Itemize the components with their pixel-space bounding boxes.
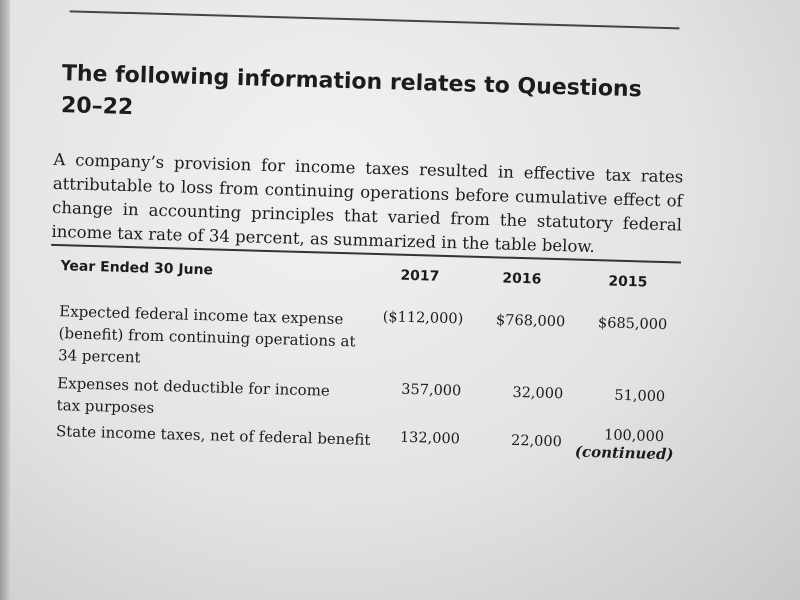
- section-title: The following information relates to Questions 20–22: [60, 61, 643, 121]
- table-header-year-2016: 2016: [502, 270, 542, 288]
- table-row-label: Expected federal income tax expense (benefit) from continuing operations at 34 percent: [57, 302, 356, 367]
- table-cell: 22,000: [510, 432, 563, 451]
- table-cell: 51,000: [614, 387, 666, 406]
- intro-paragraph: A company’s provision for income taxes resulted in effective tax rates attributable to loss from continuing operations before cumulative effect of change in accounting principles that varied from the statutory federal income tax rate of 34 percent, as summarized in the table below.: [51, 149, 684, 257]
- table-header-year-2015: 2015: [608, 273, 648, 291]
- table-cell: 32,000: [512, 384, 564, 403]
- table-header-label: Year Ended 30 June: [60, 258, 214, 279]
- book-page: [10, 0, 800, 600]
- top-rule: [70, 10, 680, 29]
- table-row-label: State income taxes, net of federal benefit: [55, 422, 371, 449]
- table-cell: 100,000: [603, 427, 665, 446]
- continued-note: (continued): [574, 442, 674, 464]
- table-cell: ($112,000): [382, 309, 464, 328]
- page-content: [51, 0, 698, 464]
- table-cell: 357,000: [401, 381, 462, 400]
- table-header-year-2017: 2017: [400, 267, 440, 285]
- table-row-label: Expenses not deductible for income tax purposes: [56, 374, 331, 417]
- table-cell: 132,000: [399, 429, 461, 448]
- adjacent-page-edge: [0, 0, 10, 600]
- table-cell: $768,000: [495, 312, 566, 331]
- table-cell: $685,000: [597, 315, 668, 334]
